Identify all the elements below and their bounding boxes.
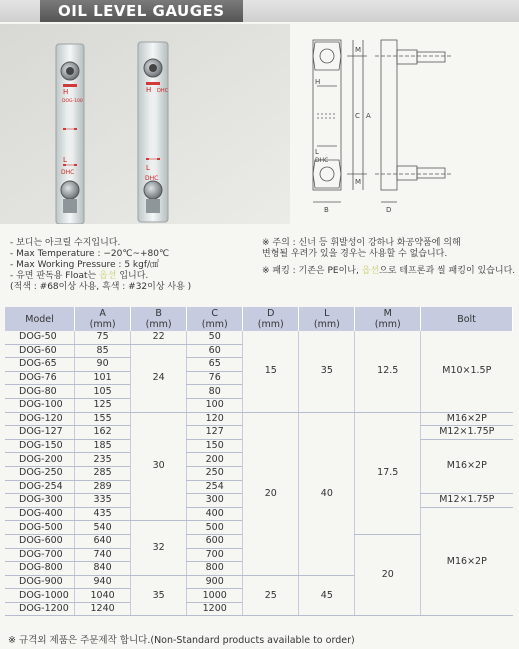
note-material: - 보디는 아크릴 수지입니다. [10, 238, 121, 248]
cell-d: 25 [243, 575, 299, 616]
cell-b: 30 [131, 412, 187, 521]
cell-a: 289 [75, 480, 131, 494]
note-float-text: - 유면 판독용 Float는 옵션 입니다. [10, 271, 149, 281]
cell-a: 235 [75, 453, 131, 467]
cell-c: 600 [187, 534, 243, 548]
cell-c: 80 [187, 385, 243, 399]
cell-b: 35 [131, 575, 187, 616]
cell-l: 40 [299, 412, 355, 575]
drawing-label-a: A [366, 112, 371, 120]
cell-model: DOG-1000 [5, 589, 75, 603]
cell-bolt: M16×2P [421, 507, 513, 616]
photo-label-model: DOG-100 [62, 99, 83, 104]
cell-model: DOG-80 [5, 385, 75, 399]
cell-model: DOG-100 [5, 398, 75, 412]
cell-a: 940 [75, 575, 131, 589]
cell-a: 640 [75, 534, 131, 548]
photo-label-brand-left: DHC [61, 169, 75, 176]
note-packing: ※ 패킹 : 기존은 PE이나, 옵션으로 테프론과 씰 패킹이 있습니다. [262, 266, 516, 276]
photo-label-brand-right-bottom: DHC [145, 175, 159, 182]
cell-a: 162 [75, 426, 131, 440]
cell-a: 101 [75, 371, 131, 385]
cell-b: 24 [131, 344, 187, 412]
cell-a: 75 [75, 331, 131, 344]
header-c: C (mm) [187, 307, 243, 331]
cell-b: 32 [131, 521, 187, 575]
cell-c: 60 [187, 344, 243, 358]
cell-c: 127 [187, 426, 243, 440]
table-header-row [5, 307, 513, 331]
spec-table-body [5, 331, 513, 616]
cell-bolt: M10×1.5P [421, 331, 513, 412]
note-caution-1: ※ 주의 : 신너 등 휘발성이 강하나 화공약품에 의해 [262, 238, 461, 248]
photo-label-l-left: L [63, 156, 67, 164]
drawing-label-b: B [324, 206, 329, 214]
drawing-label-d: D [386, 206, 392, 214]
note-float [10, 271, 260, 282]
cell-m: 12.5 [355, 331, 421, 412]
cell-a: 540 [75, 521, 131, 535]
cell-a: 155 [75, 412, 131, 426]
header-b: B (mm) [131, 307, 187, 331]
drawing-label-m-bottom: M [355, 178, 362, 186]
drawing-label-l: L [315, 148, 319, 156]
cell-model: DOG-300 [5, 494, 75, 508]
technical-drawing [295, 26, 515, 226]
header-model: Model [5, 307, 75, 331]
cell-model: DOG-1200 [5, 602, 75, 616]
cell-model: DOG-800 [5, 562, 75, 576]
cell-b: 22 [131, 331, 187, 344]
notes-left [10, 238, 260, 293]
cell-c: 120 [187, 412, 243, 426]
cell-c: 300 [187, 494, 243, 508]
product-photo [0, 24, 290, 224]
cell-model: DOG-400 [5, 507, 75, 521]
cell-model: DOG-76 [5, 371, 75, 385]
cell-c: 50 [187, 331, 243, 344]
cell-a: 335 [75, 494, 131, 508]
gauge-right [138, 42, 168, 222]
cell-model: DOG-200 [5, 453, 75, 467]
cell-a: 740 [75, 548, 131, 562]
cell-a: 1040 [75, 589, 131, 603]
option-highlight: 옵션 [361, 266, 380, 276]
photo-label-h-left: H [63, 88, 69, 96]
drawing-label-h: H [315, 78, 321, 86]
footer-note: ※ 규격외 제품은 주문제작 합니다.(Non-Standard products available to order) [8, 635, 355, 646]
cell-model: DOG-250 [5, 466, 75, 480]
cell-a: 840 [75, 562, 131, 576]
cell-model: DOG-500 [5, 521, 75, 535]
cell-c: 1200 [187, 602, 243, 616]
note-float-colors: (적색 : #68이상 사용, 흑색 : #32이상 사용 ) [10, 282, 192, 292]
cell-c: 800 [187, 562, 243, 576]
page-title: OIL LEVEL GAUGES [40, 0, 243, 22]
cell-bolt: M12×1.75P [421, 426, 513, 440]
cell-c: 1000 [187, 589, 243, 603]
cell-a: 105 [75, 385, 131, 399]
cell-model: DOG-60 [5, 344, 75, 358]
cell-m: 20 [355, 534, 421, 616]
drawing-label-c: C [355, 112, 360, 120]
title-bar [0, 0, 519, 22]
spec-table [5, 307, 513, 616]
option-highlight: 옵션 [99, 271, 117, 281]
cell-m: 17.5 [355, 412, 421, 534]
cell-model: DOG-50 [5, 331, 75, 344]
cell-bolt: M12×1.75P [421, 494, 513, 508]
cell-model: DOG-65 [5, 358, 75, 372]
cell-a: 85 [75, 344, 131, 358]
cell-c: 250 [187, 466, 243, 480]
cell-model: DOG-120 [5, 412, 75, 426]
cell-c: 65 [187, 358, 243, 372]
cell-bolt: M16×2P [421, 439, 513, 493]
cell-a: 125 [75, 398, 131, 412]
cell-l: 35 [299, 331, 355, 412]
cell-model: DOG-254 [5, 480, 75, 494]
cell-c: 900 [187, 575, 243, 589]
note-temperature: - Max Temperature : −20℃~+80℃ [10, 249, 170, 259]
cell-model: DOG-150 [5, 439, 75, 453]
cell-c: 400 [187, 507, 243, 521]
cell-c: 76 [187, 371, 243, 385]
cell-a: 185 [75, 439, 131, 453]
photo-label-brand-right-top: DHC [157, 88, 169, 94]
cell-d: 15 [243, 331, 299, 412]
cell-c: 200 [187, 453, 243, 467]
cell-bolt: M16×2P [421, 412, 513, 426]
cell-model: DOG-127 [5, 426, 75, 440]
notes-right [262, 238, 517, 277]
photo-label-l-right: L [146, 164, 150, 172]
cell-a: 285 [75, 466, 131, 480]
header-d: D (mm) [243, 307, 299, 331]
cell-c: 500 [187, 521, 243, 535]
note-pressure: - Max Working Pressure : 5 kgf/㎠ [10, 260, 160, 270]
drawing-label-brand: DHC [315, 157, 329, 164]
note-caution-2: 변형될 우려가 있을 경우는 사용할 수 없습니다. [262, 249, 448, 259]
header-bolt: Bolt [421, 307, 513, 331]
cell-c: 700 [187, 548, 243, 562]
cell-c: 254 [187, 480, 243, 494]
cell-c: 150 [187, 439, 243, 453]
header-a: A (mm) [75, 307, 131, 331]
drawing-label-m-top: M [355, 46, 362, 54]
table-row [5, 412, 513, 426]
cell-model: DOG-900 [5, 575, 75, 589]
cell-c: 100 [187, 398, 243, 412]
cell-a: 435 [75, 507, 131, 521]
header-m: M (mm) [355, 307, 421, 331]
gauge-left [56, 44, 84, 224]
table-row [5, 331, 513, 344]
cell-a: 90 [75, 358, 131, 372]
cell-a: 1240 [75, 602, 131, 616]
header-l: L (mm) [299, 307, 355, 331]
cell-model: DOG-700 [5, 548, 75, 562]
cell-model: DOG-600 [5, 534, 75, 548]
photo-label-h-right: H [146, 86, 152, 94]
cell-l: 45 [299, 575, 355, 616]
cell-d: 20 [243, 412, 299, 575]
